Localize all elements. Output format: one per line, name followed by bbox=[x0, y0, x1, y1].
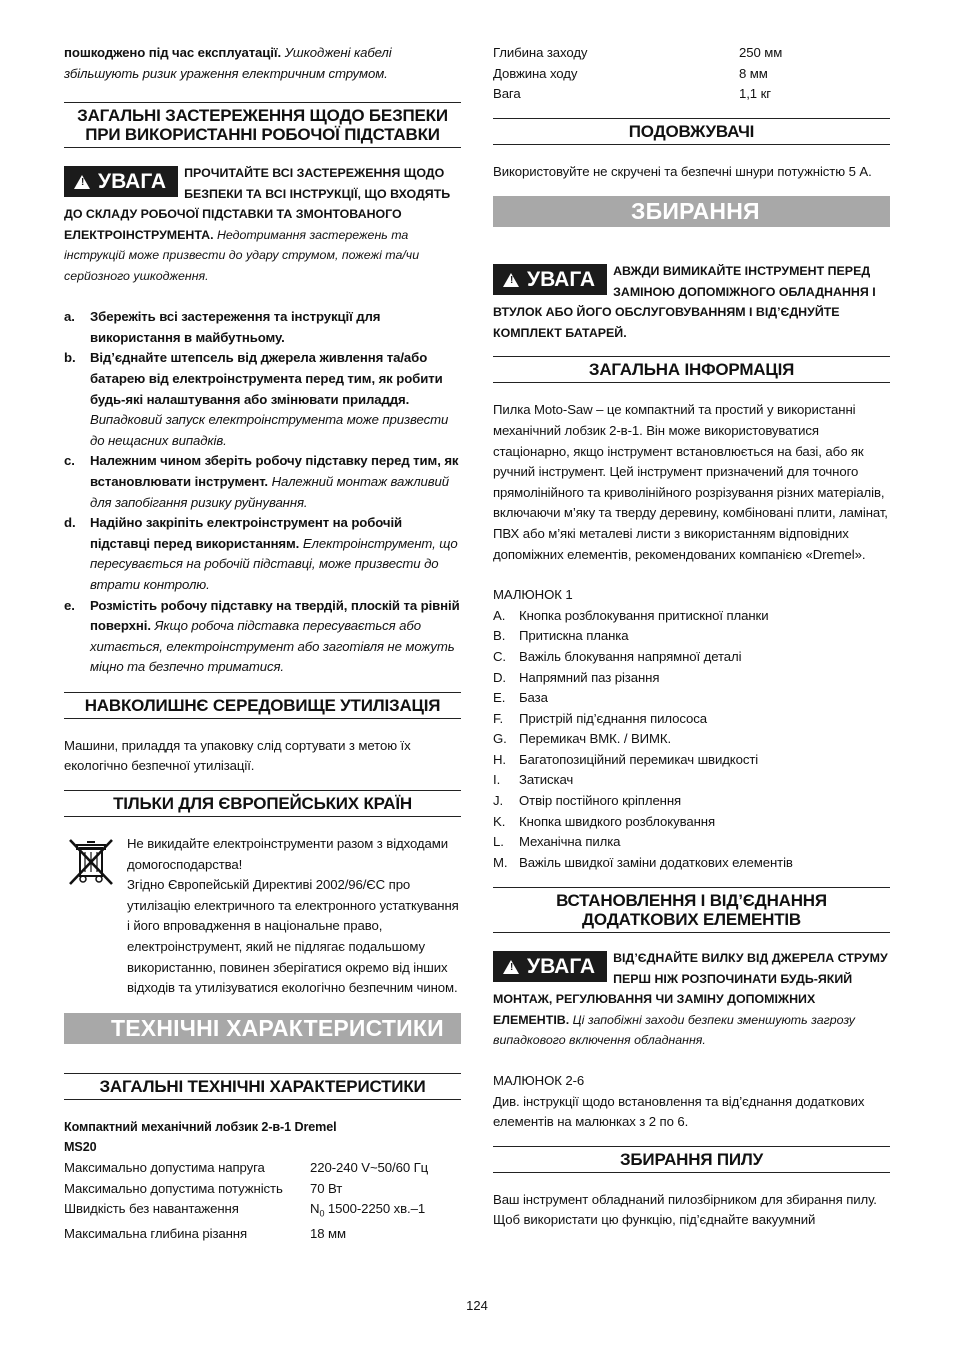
list-item-letter: b. bbox=[64, 350, 76, 366]
install-warning-block bbox=[493, 948, 890, 1051]
install-warning-bold: ВІД’ЄДНАЙТЕ ВИЛКУ ВІД ДЖЕРЕЛА СТРУМУ ПЕРШ НІЖ РОЗПОЧИНАТИ БУДЬ-ЯКИЙ МОНТАЖ, РЕГУЛЮВАННЯ ЧИ ЗАМІНУ ДОПОМІЖНИХ ЕЛЕМЕНТІВ. bbox=[493, 951, 888, 1027]
intro-paragraph bbox=[64, 43, 461, 84]
weee-text bbox=[127, 834, 461, 999]
spec-key: Глибина заходу bbox=[493, 45, 588, 60]
weee-text-2: Згідно Європейській Директиві 2002/96/ЄС про утилізацію електричного та електронного устаткування і його впровадження в національне право, електроінструмент, який не підлягає подальшому використанню, повинен зберігатися окремо від інших відходів та утилізуватися екологічно безпечним чином. bbox=[127, 877, 459, 996]
list-item-bold: Надійно закріпіть електроінструмент на робочій підставці перед використанням. bbox=[90, 515, 403, 551]
list-item-text: Механічна пилка bbox=[519, 834, 621, 850]
list-item-letter: A. bbox=[493, 607, 506, 623]
warning-triangle-icon: ! bbox=[503, 273, 519, 287]
dust-heading: ЗБИРАННЯ ПИЛУ bbox=[493, 1146, 890, 1173]
list-item-text: Пристрій під’єднання пилососа bbox=[519, 710, 708, 726]
list-item bbox=[493, 626, 890, 647]
environment-text: Машини, приладдя та упаковку слід сортувати з метою їх екологічно безпечної утилізації. bbox=[64, 737, 411, 774]
list-item-letter: D. bbox=[493, 669, 506, 685]
extension-text: Використовуйте не скручені та безпечні шнури потужністю 5 А. bbox=[493, 163, 872, 179]
list-item-letter: I. bbox=[493, 772, 501, 788]
spec-value: 1,1 кг bbox=[739, 86, 771, 102]
spec-value-text: 1500-2250 хв.–1 bbox=[327, 1201, 426, 1217]
list-item bbox=[493, 812, 890, 833]
list-item-text: Важіль блокування напрямної деталі bbox=[519, 648, 742, 664]
right-column bbox=[493, 43, 890, 1231]
figure-2-6-text: Див. інструкції щодо встановлення та від’єднання додаткових елементів на малюнках з 2 по 6. bbox=[493, 1093, 865, 1130]
list-item-text: Важіль швидкої заміни додаткових елементів bbox=[519, 854, 793, 870]
list-item bbox=[493, 791, 890, 812]
list-item-letter: M. bbox=[493, 854, 508, 870]
list-item-letter: J. bbox=[493, 793, 504, 809]
list-item-letter: c. bbox=[64, 453, 75, 469]
list-item-text: Перемикач ВМК. / ВИМК. bbox=[519, 731, 672, 747]
spec-value: 18 мм bbox=[310, 1226, 346, 1242]
right-specs-table bbox=[493, 43, 890, 105]
spec-row bbox=[64, 1179, 461, 1200]
spec-row bbox=[493, 64, 890, 85]
list-item-text: Отвір постійного кріплення bbox=[519, 793, 682, 809]
spec-value bbox=[310, 1199, 425, 1224]
stand-warning-block bbox=[64, 163, 461, 286]
list-item-letter: K. bbox=[493, 813, 506, 829]
assembly-warning-block bbox=[493, 261, 890, 343]
spec-key: Довжина ходу bbox=[493, 65, 578, 81]
warning-badge bbox=[493, 264, 607, 295]
spec-key: Максимально допустима напруга bbox=[64, 1160, 265, 1175]
list-item-text: Затискач bbox=[519, 772, 574, 788]
warning-badge bbox=[493, 951, 607, 982]
list-item bbox=[493, 770, 890, 791]
list-item-italic: Випадковий запуск електроінструмента може призвести до нещасних випадків. bbox=[90, 412, 449, 448]
page-number: 124 bbox=[466, 1298, 488, 1313]
spec-row bbox=[64, 1158, 461, 1179]
list-item bbox=[493, 647, 890, 668]
spec-symbol: N bbox=[310, 1201, 320, 1217]
spec-row bbox=[64, 1224, 461, 1245]
list-item-letter: G. bbox=[493, 731, 507, 747]
list-item-text: База bbox=[519, 690, 548, 706]
list-item-letter: E. bbox=[493, 690, 506, 706]
spec-value: 250 мм bbox=[739, 45, 783, 60]
crossed-bin-icon bbox=[68, 838, 114, 886]
warning-triangle-icon: ! bbox=[74, 175, 90, 189]
spec-key: Максимально допустима потужність bbox=[64, 1180, 283, 1196]
product-line-2: MS20 bbox=[64, 1140, 97, 1155]
stand-warning-italic: Недотримання застережень та інструкцій може призвести до удару струмом, пожежі та/чи серйозного ушкодження. bbox=[64, 227, 420, 283]
list-item-letter: a. bbox=[64, 309, 75, 325]
list-item bbox=[493, 709, 890, 730]
warning-badge bbox=[64, 166, 178, 197]
list-item bbox=[493, 853, 890, 874]
list-item bbox=[493, 688, 890, 709]
list-item bbox=[493, 606, 890, 627]
list-item-italic: Якщо робоча підставка пересувається або хитається, електроінструмент або заготівля не можуть міцно та безпечно триматися. bbox=[90, 618, 455, 675]
list-item-bold: Від’єднайте штепсель від джерела живлення та/або батарею від електроінструмента перед тим, як робити будь-які налаштування або змінювати приладдя. bbox=[90, 350, 443, 407]
list-item-text: Багатопозиційний перемикач швидкості bbox=[519, 751, 759, 767]
assembly-warning-bold: АВЖДИ ВИМИКАЙТЕ ІНСТРУМЕНТ ПЕРЕД ЗАМІНОЮ ДОПОМІЖНОГО ОБЛАДНАННЯ І ВТУЛОК АБО ЙОГО ОБСЛУГОВУВАННЯМ І ВІД’ЄДНУЙТЕ КОМПЛЕКТ БАТАРЕЙ. bbox=[493, 264, 876, 340]
list-item bbox=[64, 307, 461, 348]
extension-heading: ПОДОВЖУВАЧІ bbox=[493, 118, 890, 145]
general-info-heading: ЗАГАЛЬНА ІНФОРМАЦІЯ bbox=[493, 356, 890, 383]
figure-2-6-label: МАЛЮНОК 2-6 bbox=[493, 1072, 585, 1088]
list-item-bold: Збережіть всі застереження та інструкції для використання в майбутньому. bbox=[90, 309, 381, 345]
intro-bold: пошкоджено під час експлуатації. bbox=[64, 45, 282, 60]
spec-value: 70 Вт bbox=[310, 1180, 343, 1196]
list-item-text: Притискна планка bbox=[519, 628, 629, 644]
list-item-text: Кнопка швидкого розблокування bbox=[519, 813, 715, 829]
spec-row bbox=[493, 84, 890, 105]
list-item bbox=[493, 668, 890, 689]
assembly-banner: ЗБИРАННЯ bbox=[493, 196, 890, 227]
general-specs-heading: ЗАГАЛЬНІ ТЕХНІЧНІ ХАРАКТЕРИСТИКИ bbox=[64, 1073, 461, 1100]
list-item bbox=[64, 348, 461, 451]
left-column bbox=[64, 40, 461, 1245]
list-item-letter: C. bbox=[493, 648, 506, 664]
list-item bbox=[64, 513, 461, 595]
product-name bbox=[64, 1117, 461, 1158]
list-item-text: Кнопка розблокування притискної планки bbox=[519, 607, 769, 623]
spec-subscript: 0 bbox=[319, 1208, 325, 1219]
list-item bbox=[64, 451, 461, 513]
list-item-text: Напрямний паз різання bbox=[519, 669, 660, 685]
install-heading: ВСТАНОВЛЕННЯ І ВІД’ЄДНАННЯ ДОДАТКОВИХ ЕЛЕМЕНТІВ bbox=[493, 887, 890, 933]
spec-key: Вага bbox=[493, 86, 521, 102]
warning-label: УВАГА bbox=[527, 268, 596, 292]
list-item-letter: L. bbox=[493, 834, 504, 850]
list-item-letter: d. bbox=[64, 515, 76, 531]
warning-label: УВАГА bbox=[527, 955, 596, 979]
weee-block bbox=[64, 834, 461, 999]
tech-specs-banner: ТЕХНІЧНІ ХАРАКТЕРИСТИКИ bbox=[64, 1013, 461, 1044]
left-specs-table bbox=[64, 1158, 461, 1245]
list-item-italic: Належний монтаж важливий для запобігання ризику руйнування. bbox=[90, 473, 450, 510]
warning-label: УВАГА bbox=[98, 170, 167, 194]
stand-safety-heading: ЗАГАЛЬНІ ЗАСТЕРЕЖЕННЯ ЩОДО БЕЗПЕКИ ПРИ ВИКОРИСТАННІ РОБОЧОЇ ПІДСТАВКИ bbox=[64, 102, 461, 148]
spec-key: Швидкість без навантаження bbox=[64, 1201, 239, 1217]
stand-warning-bold: ПРОЧИТАЙТЕ ВСІ ЗАСТЕРЕЖЕННЯ ЩОДО БЕЗПЕКИ ТА ВСІ ІНСТРУКЦІЇ, ЩО ВХОДЯТЬ ДО СКЛАДУ РОБОЧОЇ ПІДСТАВКИ ТА ЗМОНТОВАНОГО ЕЛЕКТРОІНСТРУМЕНТА. bbox=[64, 166, 451, 242]
list-item-letter: H. bbox=[493, 751, 506, 767]
general-info-text: Пилка Moto-Saw – це компактний та простий у використанні механічний лобзик 2-в-1. Він може використовуватися стаціонарно, якщо інструмент встановлюється на базі, або як ручний інструмент. Цей інструмент призначений для точного прямолінійного та криволінійного розрізування різних матеріалів, включаючи м’яку та тверду деревину, комбіновані плити, ламінат, ПВХ або м’які металеві листи з використанням відповідних допоміжних елементів, рекомендованих компанією «Dremel». bbox=[493, 402, 888, 562]
product-line-1: Компактний механічний лобзик 2-в-1 Dremel bbox=[64, 1119, 337, 1134]
figure-1-list bbox=[493, 606, 890, 874]
list-item bbox=[493, 729, 890, 750]
intro-italic: Ушкоджені кабелі збільшують ризик ураження електричним струмом. bbox=[64, 45, 392, 81]
list-item-bold: Належним чином зберіть робочу підставку перед тим, як встановлювати інструмент. bbox=[90, 453, 459, 489]
spec-value: 220-240 V~50/60 Гц bbox=[310, 1160, 429, 1175]
install-warning-italic: Ці запобіжні заходи безпеки зменшують загрозу випадкового включення обладнання. bbox=[493, 1012, 855, 1048]
list-item bbox=[493, 832, 890, 853]
eu-heading: ТІЛЬКИ ДЛЯ ЄВРОПЕЙСЬКИХ КРАЇН bbox=[64, 790, 461, 817]
weee-text-1: Не викидайте електроінструменти разом з відходами домогосподарства! bbox=[127, 836, 448, 872]
list-item bbox=[493, 750, 890, 771]
list-item-bold: Розмістіть робочу підставку на твердій, плоскій та рівній поверхні. bbox=[90, 597, 460, 634]
list-item-italic: Електроінструмент, що пересувається на робочій підставці, може призвести до втрати контролю. bbox=[90, 535, 458, 592]
spec-row bbox=[64, 1199, 461, 1224]
figure-1-label: МАЛЮНОК 1 bbox=[493, 587, 573, 603]
list-item-letter: F. bbox=[493, 710, 504, 726]
spec-key: Максимальна глибина різання bbox=[64, 1226, 248, 1242]
list-item-letter: B. bbox=[493, 628, 506, 644]
spec-row bbox=[493, 43, 890, 64]
dust-text: Ваш інструмент обладнаний пилозбірником для збирання пилу. Щоб використати цю функцію, під’єднайте вакуумний bbox=[493, 1191, 877, 1228]
environment-heading: НАВКОЛИШНЄ СЕРЕДОВИЩЕ УТИЛІЗАЦІЯ bbox=[64, 692, 461, 719]
list-item-letter: e. bbox=[64, 597, 75, 613]
list-item bbox=[64, 596, 461, 678]
warning-triangle-icon: ! bbox=[503, 960, 519, 974]
spec-value: 8 мм bbox=[739, 65, 768, 81]
stand-items-list bbox=[64, 307, 461, 678]
